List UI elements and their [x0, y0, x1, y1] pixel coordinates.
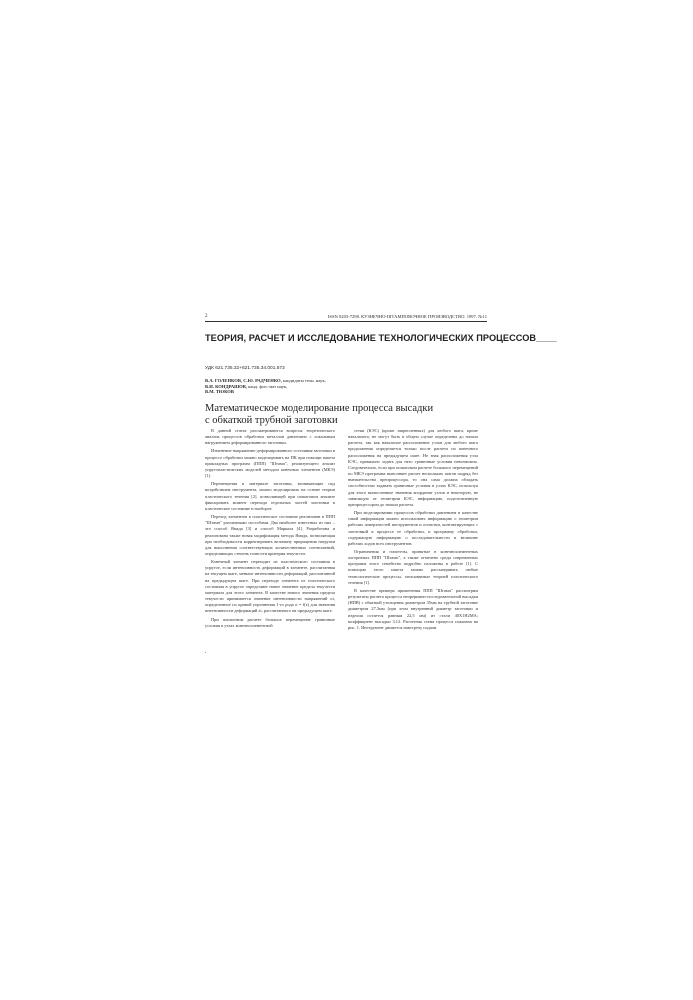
author-credentials: кандидаты техн. наук,: [281, 378, 326, 383]
paragraph: Перемещения в материале заготовки, возникающие под воздействием инструмента, можно моделировать на основе теории пластического течения [2], позволяющей при пошаговом анализе фиксировать момент перехода отдельных частей заготовки в пластическое состояние и наоборот.: [205, 481, 335, 511]
text-column-left: [205, 428, 335, 631]
text-column-right: [348, 428, 478, 633]
paragraph: Конечный элемент переходит из пластического состояния в упругое, если интенсивность деформаций в элементе, рассчитанная на текущем шаге, меньше интенсивности деформаций, рассчитанной на предыдущем шаге. При переходе элемента из пластического состояния в упругое определяют новое значение предела текучести материала для этого элемента. В качестве нового значения предела текучести принимается значение интенсивности напряжений σi, определенное по кривой упрочнения 1-го рода σ = f(ε) для значения интенсивности деформаций εi, рассчитанного на предыдущем шаге.: [205, 559, 335, 614]
author-line-3: [205, 389, 326, 395]
paragraph: Ограничения и гипотезы, принятые в конечноэлементных алгоритмах ППП "Штамп", а также отмечено среди современных программ этого семейства подробно изложены в работе [1]. С помощью этого пакета можно рассматривать любые технологические процессы, описываемые теорией пластического течения [1].: [348, 548, 478, 585]
author-names: В.И. КОНДРАШОВ,: [205, 383, 247, 389]
paragraph: Переход элементов в пластическое состояние реализован в ППП "Штамп" различными способами. Два наиболее известных из них – это способ Ямада [3] и способ Маркала [4]. Разработана и реализована также новая модификация метода Ямада, позволяющая при необходимости корректировать величину приращения нагрузки для выполнения соответствующих количественных соотношений, определяющих степень точности критерия текучести.: [205, 514, 335, 556]
udk-code: УДК 621.735.32+621.735.34.001.573: [205, 366, 285, 371]
article-title: [205, 403, 465, 426]
paragraph: В качестве примера применения ППП "Штамп" рассмотрим результаты расчета процесса непрерывно-последовательной высадки (НПВ) с обкаткой утолщения диаметром 35мм на трубной заготовке диаметром 27,3мм (при этом внутренний диаметр заготовки и изделия остается равным 22,5 мм) из стали 40Х1Н2МА; коэффициент высадки 3,12. Расчетная схема процесса показана на рис. 1. Инструмент движется навстречу подачи: [348, 587, 478, 630]
author-names: В.А. ГОЛЕНКОВ, С.Ю. РАДЧЕНКО,: [205, 378, 282, 383]
paragraph: В данной статье рассматриваются вопросы теоретического анализа процессов обработки металлов давлением с локальным нагружением деформированного заготовки.: [205, 428, 335, 446]
paragraph: Изменение напряженно-деформированного состояния заготовки в процессе обработки можно моделировать на ПК при помощи пакета прикладных программ (ППП) "Штамп", реализующего анализ упругопластических моделей методом конечных элементов (МКЭ) [1].: [205, 448, 335, 479]
title-line: с обкаткой трубной заготовки: [205, 414, 338, 426]
journal-header: ISSN 0203-7298. КУЗНЕЧНО-ШТАМПОВОЧНОЕ ПРОИЗВОДСТВО. 1997. №11: [327, 314, 487, 319]
scan-speck: [205, 652, 206, 653]
header-rule: [205, 321, 487, 322]
page-number: 2: [205, 314, 208, 319]
paragraph: сетки (КЭС) (кроме закрепленных) для любого шага, кроме начального, не могут быть в общем случае определены до начала расчета, так как начальное расположение узлов для любого шага продолжения определяется только после расчета по конечного расположения на предыдущем шаге. Не зная расположения узла КЭС, правильно задать для него граничные условия невозможно. Следовательно, если при пошаговом расчете большого перемещений по МКЭ программа выполняет расчет нескольких шагов подряд без вмешательства препроцессора, то она сама должна обладать способностью задавать граничные условия в узлах КЭС, используя для этого вычисленные значения координат узлов и некоторую, не зависящую от геометрии КЭС, информацию, подготовленную препроцессором до начала расчета.: [348, 428, 478, 507]
paragraph: При пошаговом расчете большое перемещение граничные условия в узлах конечноэлементной: [205, 616, 335, 628]
section-rubric: ТЕОРИЯ, РАСЧЕТ И ИССЛЕДОВАНИЕ ТЕХНОЛОГИЧЕСКИХ ПРОЦЕССОВ____: [205, 333, 557, 343]
title-line: Математическое моделирование процесса высадки: [205, 403, 434, 414]
paragraph: При моделировании процессов обработки давлением в качестве такой информации можно использовать информацию о геометрии рабочих поверхностей инструментов и оснастки, контактирующих с заготовкой в процессе ее обработки, и программу обработки, содержащую информацию о последовательности и величине рабочих ходов всех инструментов.: [348, 510, 478, 546]
author-names: В.М. ТЮКОВ: [205, 389, 234, 395]
author-list: [205, 378, 326, 395]
author-credentials: канд. физ.-мат наук,: [246, 383, 288, 389]
